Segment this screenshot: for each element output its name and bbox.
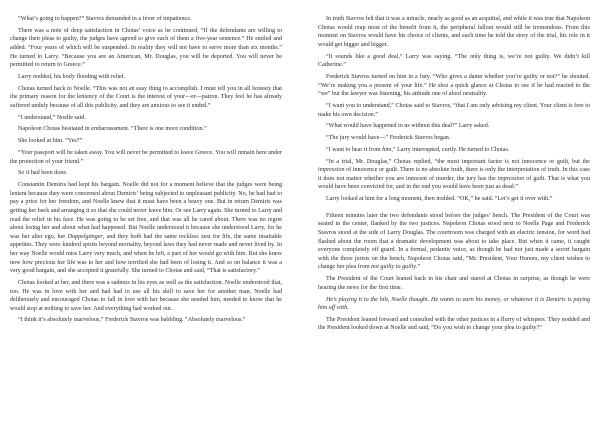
text-run: So it had been done. [18, 170, 68, 177]
text-run: In truth Stavros felt that it was a miracle, nearly as good as an acquittal, and while it was true that Napoleon Chotas would reap most of the benefit from it, the peripheral fallout would still be tremendous. From this moment on Stavros would have his choice of clients, and each time he told the story of the trial, his role in it would get bigger and bigger. [318, 16, 590, 48]
text-run: The President of the Court leaned back in his chair and stared at Chotas in surprise, as though he were hearing the news for the first time. [318, 276, 590, 291]
paragraph [10, 114, 282, 123]
paragraph [10, 27, 282, 70]
paragraph [318, 316, 590, 333]
text-run: of innocence or guilt. There is no absolute truth, there is only the interpretation of truth. In this case it does not matter whether you are innocent of murder, the jury has the [318, 167, 590, 182]
italic-text: impression [497, 175, 525, 182]
text-run: .” [415, 264, 421, 271]
paragraph [318, 146, 590, 155]
paragraph [10, 279, 282, 313]
text-run: “What’s going to happen?” Stavros demanded in a fever of impatience. [18, 16, 192, 22]
text-run: “I think it’s absolutely marvelous,” Frederick Stavros was babbling. “Absolutely marvelous.” [18, 317, 246, 324]
italic-text: him [382, 146, 392, 153]
paragraph [318, 122, 590, 131]
text-run: ,” Larry interrupted, curtly. He turned to Chotas. [391, 146, 510, 153]
italic-text: Doppelgänger [67, 233, 103, 240]
text-run: Fifteen minutes later the two defendants stood before the judges’ bench. The President of the Court was seated in the center, flanked by the two justices. Napoleon Chotas stood next to Noelle Page and Frederick Stavros stood at the side of Larry Douglas. The courtroom was charged with an electric tension, for word had flashed about the room that a dramatic development was about to take place. But when it came, it caught everyone completely off guard. In a formal, pedantic voice, as though he had not just made a secret bargain with the three jurists on the bench, Napoleon Chotas said, “Mr. President, Your Honors, my client wishes to change her plea from [318, 212, 590, 271]
text-run: Chotas turned back to Noelle. “This was not an easy thing to accomplish. I must tell you in all honesty that the primary reason for the leniency of the Court is the interest of your—er—patron. They feel he has already suffered unduly because of all this publicity, and they are anxious to see it ended.” [10, 85, 282, 109]
paragraph [10, 73, 282, 82]
text-run: “I want you to understand,” Chotas said to Stavros, “that I am only advising my client. Your client is free to make his own decision.” [318, 102, 590, 118]
italic-text: not guilty to guilty [371, 264, 416, 271]
paragraph [10, 125, 282, 134]
text-run: Napoleon Chotas hesitated in embarrassment. “There is one more condition.” [18, 126, 207, 133]
paragraph [318, 53, 590, 70]
text-run: “Your passport will be taken away. You will never be permitted to leave Greece. You will remain here under the protection of your friend.” [10, 150, 282, 165]
text-run: “I understand,” Noelle said. [18, 114, 86, 121]
italic-text: impression [318, 167, 345, 174]
paragraph [10, 85, 282, 111]
text-run: of guilt. That is what you would have been convicted for, and in the end you would have been just as dead.” [318, 175, 590, 191]
paragraph [10, 169, 282, 178]
paragraph [318, 212, 590, 272]
left-page [10, 15, 282, 328]
text-run: “In a trial, Mr. Douglas,” Chotas replied, “the most important factor is not innocence or guilt, but the [326, 158, 590, 165]
paragraph [318, 134, 590, 143]
paragraph [318, 102, 590, 119]
paragraph [10, 149, 282, 166]
text-run: “The jury would have—” Frederick Stavros began. [326, 135, 451, 142]
paragraph [318, 275, 590, 292]
paragraph [10, 316, 282, 325]
text-run: “What would have happened to us without this deal?” Larry asked. [326, 123, 490, 130]
text-run: The President leaned forward and consulted with the other justices in a flurry of whispers. They nodded and the President looked down at Noelle and said, “Do you wish to change your plea to guilty?” [318, 316, 590, 332]
paragraph [10, 15, 282, 24]
text-run: Larry looked at him for a long moment, then nodded. “OK,” he said. “Let’s get it over with.” [326, 196, 553, 203]
text-run: “It sounds like a good deal,” Larry was saying. “The only thing is, we’re not guilty. We didn’t kill Catherine.” [318, 53, 590, 69]
text-run: , and they both had the same reckless zest for life, the same insatiable appetites. They were kindred spirits beyond mortality, beyond laws they had never made and never lived by. In her way Noelle would miss Larry very much, and when he left, a part of her would go with him. But she knew now how precious her life was to her and how terrified she had been of losing it. And so on balance it was a very good bargain, and she accepted it gratefully. She turned to Chotas and said, “That is satisfactory.” [10, 233, 282, 275]
paragraph [10, 181, 282, 276]
paragraph [318, 15, 590, 49]
text-run: Larry nodded, his body flooding with relief. [18, 73, 126, 80]
text-run: There was a note of deep satisfaction in Chotas’ voice as he continued, “If the defendants are willing to change their pleas to guilty, the judges have agreed to give each of them a five-year sentence.” He smiled and added. “Four years of which will be suspended. In reality they will not have to serve more than six months.” He turned to Larry. “Because you are an American, Mr. Douglas, you will be deported. You will never be permitted to return to Greece.” [10, 27, 282, 69]
text-run: She looked at him. “Yes?” [18, 138, 83, 145]
text-run: Constantin Demiris had kept his bargain. Noelle did not for a moment believe that the judges were being lenient because they were concerned about Demiris’ being subjected to unpleasant publicity. No, he had had to pay a price for her freedom, and Noelle knew that it must have been a heavy one. But in return Demiris was getting her back and arranging it so that she could never leave him. Or see Larry again. She turned to Larry and read the relief in his face. He was going to be set free, and that was all he cared about. There was no regret about losing her and about what had happened. But Noelle understood it because she understood Larry, for he was her alter ego, her [10, 182, 282, 240]
paragraph [318, 296, 590, 313]
text-run: “I want to hear it from [326, 146, 383, 153]
text-run: Chotas looked at her, and there was a sadness in his eyes as well as the satisfaction. Noelle understood that, too. He was in love with her and had had to use all his skill to save her for another man. Noelle had deliberately and encouraged Chotas to fall in love with her because she needed him, needed to know that he would stop at nothing to save her. And everything had worked out. [10, 279, 282, 312]
paragraph [10, 137, 282, 146]
right-page [318, 15, 590, 336]
paragraph [318, 195, 590, 204]
italic-text: He’s playing it to the hilt, Noelle thought. He wants to earn his money, or whatever it is Demiris is paying him off with. [318, 296, 590, 312]
paragraph [318, 158, 590, 192]
paragraph [318, 73, 590, 99]
text-run: Frederick Stavros turned on him in a fury. “Who gives a damn whether you’re guilty or not?” he shouted. “We’re making you a present of your life.” He shot a quick glance at Chotas to see if he had reacted to the “we” but the lawyer was listening, his attitude one of aloof neutrality. [318, 73, 590, 98]
